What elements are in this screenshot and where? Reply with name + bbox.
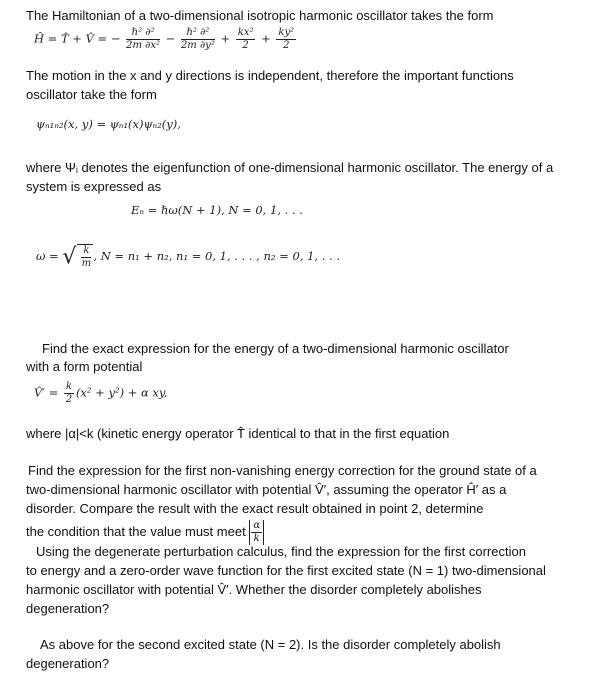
potential-equation: V̂′ = $\frac{k}{2}$ (x² + y²) + α xy, — [34, 381, 168, 405]
fraction-k-over-m: $\frac{k}{m}$ — [81, 245, 92, 269]
task3-text-line2: to energy and a zero-order wave function for the first excited state (N = 1) two-dimensional — [26, 563, 546, 578]
sqrt-sign-icon: √ — [62, 244, 77, 270]
task3-text-line1: Using the degenerate perturbation calculus, find the expression for the first correction — [36, 544, 526, 559]
fraction-potential-x: $\frac{\text{kx²}}{2}$ — [237, 27, 254, 51]
task2-text-line1: Find the expression for the first non-vanishing energy correction for the ground state of a — [28, 463, 537, 478]
wavefunction-equation: ψₙ₁ₙ₂(x, y) = ψₙ₁(x)ψₙ₂(y), — [36, 117, 181, 131]
task4-text-line2: degeneration? — [26, 656, 110, 671]
task3-text-line3: harmonic oscillator with potential V̂′. Whether the disorder completely abolishes — [26, 582, 482, 597]
fraction-kinetic-x: $\frac{\text{ℏ² ∂²}}{\text{2m ∂x²}}$ — [126, 27, 160, 51]
condition-text: where |α|<k (kinetic energy operator T̂ identical to that in the first equation — [26, 426, 450, 441]
hamiltonian-lhs: Ĥ = T̂ + V̂ = − — [34, 31, 121, 46]
fraction-kinetic-y: $\frac{\text{ℏ² ∂²}}{\text{2m ∂y²}}$ — [180, 27, 215, 51]
hamiltonian-equation: Ĥ = T̂ + V̂ = − $\frac{\text{ℏ² ∂²}}{\text{2m ∂x²}}$ − $\frac{\text{ℏ² ∂²}}{\text{2m ∂y²}}$ + $\frac{\text{kx²}}{2}$ + $\frac{\text{ky²}}{2}$ — [34, 27, 295, 51]
fraction-k-over-2: $\frac{k}{2}$ — [65, 381, 73, 405]
intro-text: The Hamiltonian of a two-dimensional isotropic harmonic oscillator takes the form — [26, 8, 494, 23]
where-text-line2: system is expressed as — [26, 179, 162, 194]
task2-text-line2: two-dimensional harmonic oscillator with potential V̂′, assuming the operator Ĥ′ as a — [26, 482, 507, 497]
energy-equation: Eₙ = ℏω(N + 1), N = 0, 1, . . . — [131, 203, 303, 217]
where-text-line1: where Ψᵢ denotes the eigenfunction of one-dimensional harmonic oscillator. The energy of a — [26, 160, 554, 175]
task4-text-line1: As above for the second excited state (N = 2). Is the disorder completely abolish — [40, 637, 501, 652]
fraction-potential-y: $\frac{\text{ky²}}{2}$ — [278, 27, 295, 51]
omega-equation: ω = √ $\frac{k}{m}$ , N = n₁ + n₂, n₁ = 0, 1, . . . , n₂ = 0, 1, . . . — [36, 244, 340, 270]
task1-text-line1: Find the exact expression for the energy of a two-dimensional harmonic oscillator — [42, 341, 509, 356]
motion-text-line2: oscillator take the form — [26, 87, 157, 102]
task2-text-line3: disorder. Compare the result with the exact result obtained in point 2, determine — [26, 501, 484, 516]
task2-text-line4: the condition that the value must meet $\frac{\alpha}{k}$ — [26, 520, 264, 545]
motion-text-line1: The motion in the x and y directions is independent, therefore the important functions — [26, 68, 514, 83]
task1-text-line2: with a form potential — [26, 359, 143, 374]
abs-alpha-over-k: $\frac{\alpha}{k}$ — [249, 520, 264, 545]
task3-text-line4: degeneration? — [26, 601, 110, 616]
